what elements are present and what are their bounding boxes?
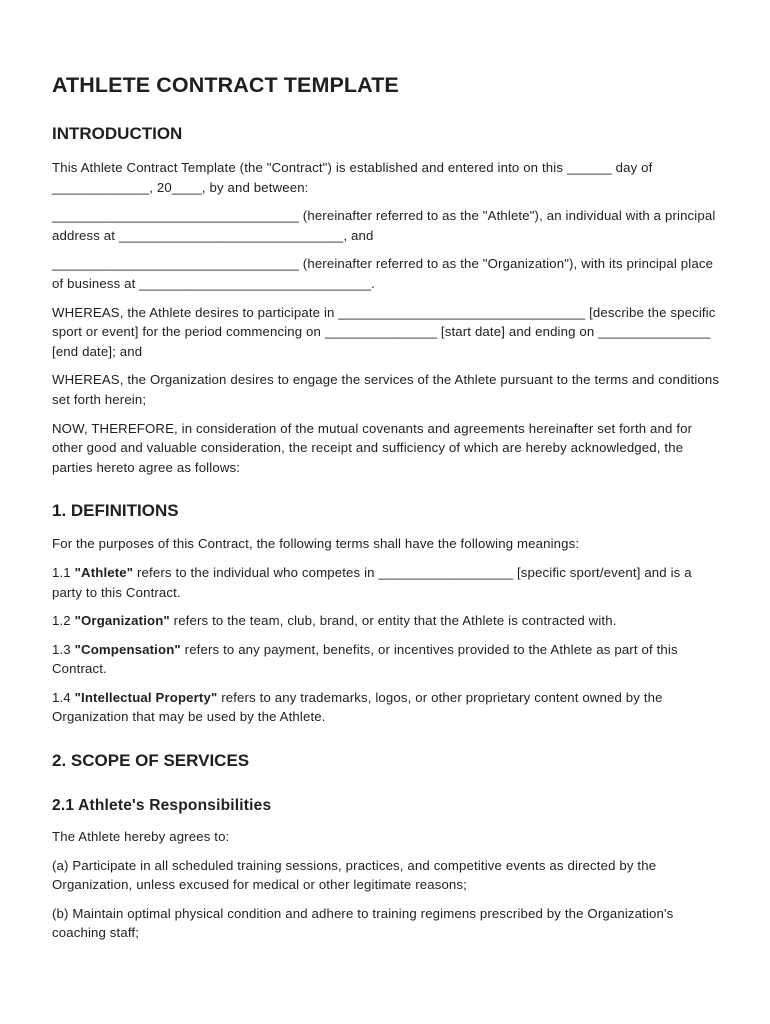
intro-paragraph-now-therefore: NOW, THEREFORE, in consideration of the mutual covenants and agreements hereinafter set forth and for other good and valuable consideration, the receipt and sufficiency of which are hereby acknowledged, the parties hereto agree as follows:: [52, 420, 693, 475]
introduction-heading: INTRODUCTION: [52, 124, 183, 143]
intro-paragraph-whereas-athlete: WHEREAS, the Athlete desires to participate in _________________________________ [describe the specific sport or event] for the period commencing on _______________ [start date] and ending on _______________ [end date]; and: [52, 304, 716, 359]
definition-text: refers to the team, club, brand, or entity that the Athlete is contracted with.: [173, 613, 617, 629]
intro-paragraph-organization-party: _________________________________ (hereinafter referred to as the "Organization"), with its principal place of business at _______________________________.: [52, 256, 714, 291]
definition-term: "Organization": [74, 613, 170, 629]
definition-item: [52, 611, 724, 631]
definition-item: [52, 688, 724, 727]
document-title: ATHLETE CONTRACT TEMPLATE: [52, 73, 399, 97]
intro-paragraph-whereas-organization: WHEREAS, the Organization desires to engage the services of the Athlete pursuant to the terms and conditions set forth herein;: [52, 372, 720, 407]
definition-term: "Intellectual Property": [74, 689, 218, 705]
definitions-heading: 1. DEFINITIONS: [52, 501, 179, 521]
definition-text: refers to any trademarks, logos, or other proprietary content owned by the Organization that may be used by the Athlete.: [52, 689, 663, 725]
definition-term: "Athlete": [74, 564, 134, 580]
definition-text: refers to any payment, benefits, or incentives provided to the Athlete as part of this Contract.: [52, 641, 678, 677]
definition-number: 1.3: [52, 641, 71, 657]
definition-term: "Compensation": [74, 641, 181, 657]
intro-paragraph-opening: This Athlete Contract Template (the "Contract") is established and entered into on this ______ day of _____________, 20____, by and between:: [52, 160, 653, 195]
definition-item: [52, 563, 724, 602]
scope-intro: The Athlete hereby agrees to:: [52, 829, 230, 845]
definition-number: 1.4: [52, 689, 71, 705]
definition-number: 1.1: [52, 564, 71, 580]
definition-item: [52, 640, 724, 679]
athlete-responsibilities-heading: 2.1 Athlete's Responsibilities: [52, 797, 272, 815]
scope-heading: 2. SCOPE OF SERVICES: [52, 751, 250, 771]
definition-number: 1.2: [52, 613, 71, 629]
responsibility-item: (a) Participate in all scheduled training sessions, practices, and competitive events as directed by the Organization, unless excused for medical or other legitimate reasons;: [52, 857, 657, 893]
intro-paragraph-athlete-party: _________________________________ (hereinafter referred to as the "Athlete"), an individual with a principal address at ______________________________, and: [52, 208, 716, 243]
definition-text: refers to the individual who competes in __________________ [specific sport/event] and is a party to this Contract.: [52, 564, 692, 600]
responsibility-item: (b) Maintain optimal physical condition and adhere to training regimens prescribed by the Organization's coaching staff;: [52, 905, 674, 941]
document-page: [52, 70, 724, 943]
definitions-intro: For the purposes of this Contract, the following terms shall have the following meanings:: [52, 536, 580, 552]
